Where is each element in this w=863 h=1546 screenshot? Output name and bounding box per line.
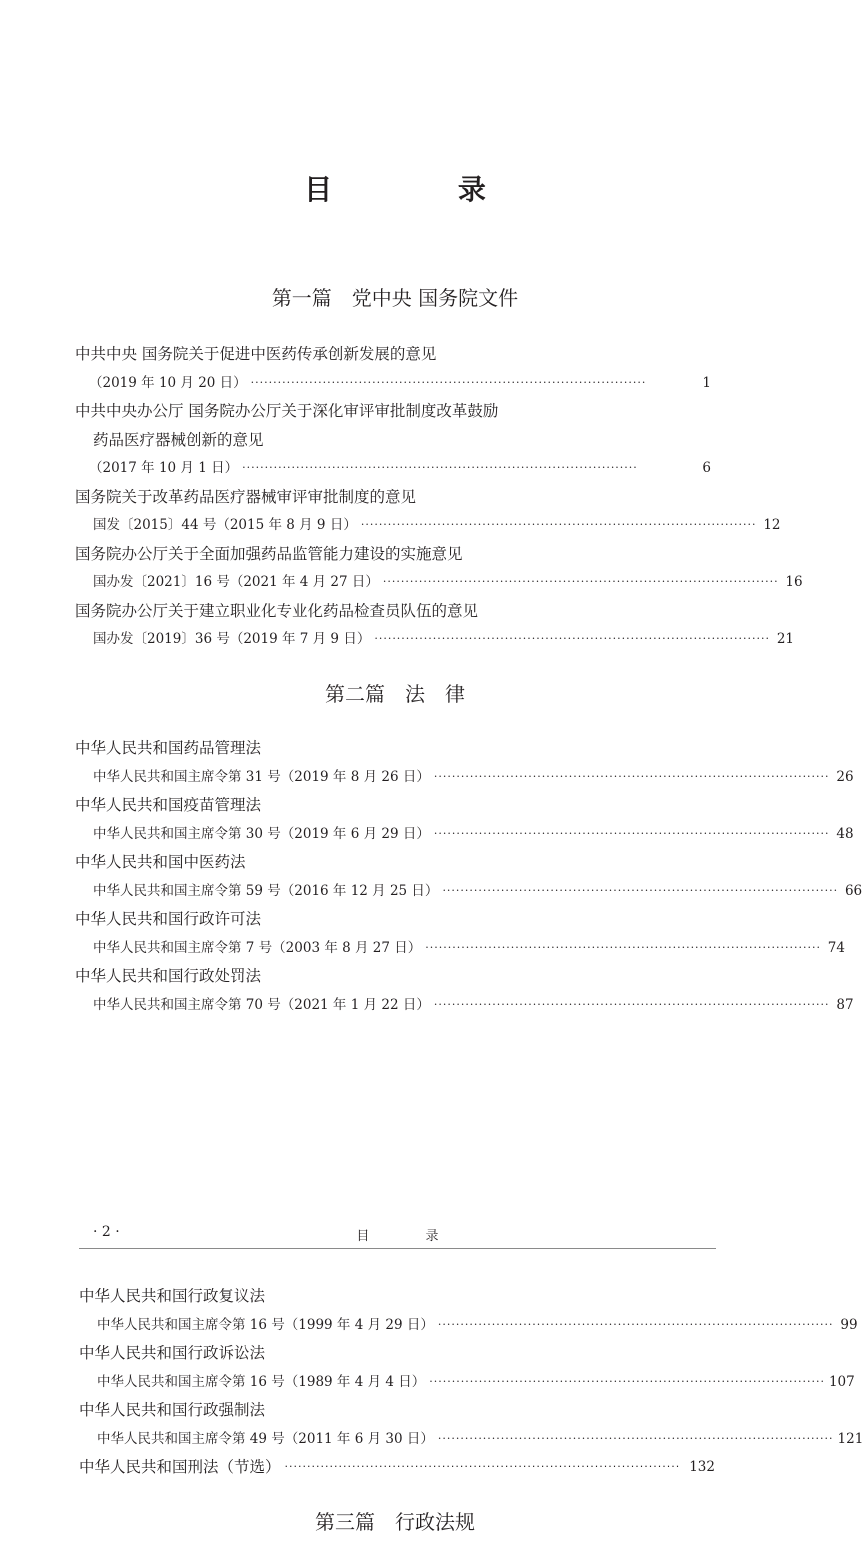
part-heading-2: 第二篇 法 律 bbox=[325, 682, 465, 706]
entry-title: 中共中央办公厅 国务院办公厅关于深化审评审批制度改革鼓励 bbox=[75, 402, 499, 420]
entry-page-number: 99 bbox=[840, 1316, 858, 1333]
toc-entry[interactable] bbox=[75, 905, 845, 962]
entry-detail: 中华人民共和国主席令第 16 号（1999 年 4 月 29 日） bbox=[97, 1316, 434, 1333]
running-header bbox=[79, 1220, 716, 1249]
leader-dots: ························································································ bbox=[429, 1374, 825, 1388]
entry-detail-row bbox=[79, 1311, 858, 1340]
leader-dots: ························································································ bbox=[374, 632, 771, 645]
toc-entry[interactable] bbox=[75, 848, 863, 905]
entry-detail: 中华人民共和国主席令第 30 号（2019 年 6 月 29 日） bbox=[93, 825, 430, 842]
entry-detail-row bbox=[75, 625, 795, 654]
entry-title: 中华人民共和国行政诉讼法 bbox=[79, 1344, 266, 1362]
toc-entry[interactable] bbox=[79, 1282, 858, 1339]
entry-page-number: 12 bbox=[763, 517, 781, 533]
entry-detail-row bbox=[75, 877, 863, 906]
entry-detail-row bbox=[79, 1425, 863, 1454]
entry-detail: 国办发〔2019〕36 号（2019 年 7 月 9 日） bbox=[93, 631, 371, 647]
entry-detail: 中华人民共和国主席令第 59 号（2016 年 12 月 25 日） bbox=[93, 882, 439, 899]
leader-dots: ························································································ bbox=[360, 518, 757, 531]
entry-title: 国务院办公厅关于建立职业化专业化药品检查员队伍的意见 bbox=[75, 601, 479, 620]
toc-entry[interactable] bbox=[75, 597, 795, 654]
leader-dots: ························································································ bbox=[433, 769, 830, 783]
entry-page-number: 48 bbox=[836, 825, 854, 842]
entry-page-number: 66 bbox=[844, 882, 863, 899]
entry-title: 中华人民共和国行政复议法 bbox=[79, 1287, 266, 1305]
entry-detail-row bbox=[75, 991, 854, 1020]
entry-detail-row bbox=[79, 1368, 855, 1397]
page-title: 目 录 bbox=[304, 173, 544, 206]
leader-dots: ························································································ bbox=[250, 375, 647, 389]
entry-page-number: 74 bbox=[827, 939, 845, 956]
entry-page-number: 1 bbox=[702, 374, 711, 391]
entry-title: 中共中央 国务院关于促进中医药传承创新发展的意见 bbox=[75, 345, 437, 363]
leader-dots: ························································································ bbox=[433, 826, 830, 840]
entry-title: 中华人民共和国药品管理法 bbox=[75, 739, 262, 757]
entry-detail: 中华人民共和国主席令第 49 号（2011 年 6 月 30 日） bbox=[97, 1430, 434, 1447]
part-heading-1: 第一篇 党中央 国务院文件 bbox=[271, 286, 519, 310]
entry-title-continued: 药品医疗器械创新的意见 bbox=[93, 430, 264, 449]
entry-detail-row bbox=[75, 820, 854, 849]
entry-title: 中华人民共和国疫苗管理法 bbox=[75, 796, 262, 814]
entry-page-number: 26 bbox=[836, 768, 854, 785]
entry-detail-row bbox=[79, 1453, 715, 1482]
entry-detail: 中华人民共和国主席令第 31 号（2019 年 8 月 26 日） bbox=[93, 768, 430, 785]
entry-detail: （2019 年 10 月 20 日） bbox=[89, 374, 247, 391]
entry-title: 国务院办公厅关于全面加强药品监管能力建设的实施意见 bbox=[75, 544, 463, 563]
entry-page-number: 6 bbox=[702, 460, 711, 476]
toc-entry[interactable] bbox=[75, 962, 854, 1019]
toc-entry[interactable] bbox=[75, 340, 711, 397]
entry-detail: 中华人民共和国主席令第 7 号（2003 年 8 月 27 日） bbox=[93, 939, 422, 956]
toc-part2 bbox=[75, 734, 863, 1019]
entry-title: 中华人民共和国行政处罚法 bbox=[75, 967, 262, 985]
entry-detail: 中华人民共和国主席令第 70 号（2021 年 1 月 22 日） bbox=[93, 996, 430, 1013]
part-heading-3: 第三篇 行政法规 bbox=[315, 1510, 475, 1534]
toc-entry[interactable] bbox=[75, 397, 711, 483]
entry-page-number: 107 bbox=[828, 1373, 855, 1390]
toc-page2 bbox=[79, 1282, 863, 1482]
leader-dots: ························································································ bbox=[242, 461, 638, 474]
leader-dots: ························································································ bbox=[382, 575, 779, 588]
entry-detail-row bbox=[75, 454, 711, 483]
leader-dots: ························································································ bbox=[442, 883, 839, 897]
entry-title: 国务院关于改革药品医疗器械审评审批制度的意见 bbox=[75, 487, 417, 506]
header-page-number: · 2 · bbox=[93, 1224, 120, 1240]
entry-title: 中华人民共和国行政许可法 bbox=[75, 910, 262, 928]
toc-entry[interactable] bbox=[79, 1339, 855, 1396]
toc-entry[interactable] bbox=[75, 483, 781, 540]
entry-title: 中华人民共和国中医药法 bbox=[75, 853, 246, 871]
entry-page-number: 132 bbox=[689, 1459, 715, 1475]
entry-detail-row bbox=[75, 511, 781, 540]
toc-entry[interactable] bbox=[75, 734, 854, 791]
leader-dots: ························································································ bbox=[433, 997, 830, 1011]
entry-detail-row bbox=[75, 568, 803, 597]
toc-part1 bbox=[75, 340, 803, 654]
leader-dots: ························································································ bbox=[425, 940, 821, 954]
entry-title: 中华人民共和国刑法（节选） bbox=[79, 1458, 281, 1476]
entry-detail-row bbox=[75, 369, 711, 398]
entry-detail: 国办发〔2021〕16 号（2021 年 4 月 27 日） bbox=[93, 574, 379, 590]
leader-dots: ························································································ bbox=[284, 1460, 681, 1473]
entry-page-number: 87 bbox=[836, 996, 854, 1013]
toc-entry[interactable] bbox=[79, 1453, 715, 1482]
entry-detail-row bbox=[75, 763, 854, 792]
entry-detail-row bbox=[75, 934, 845, 963]
toc-entry[interactable] bbox=[79, 1396, 863, 1453]
entry-page-number: 121 bbox=[837, 1430, 863, 1447]
entry-detail: （2017 年 10 月 1 日） bbox=[89, 460, 239, 476]
entry-title: 中华人民共和国行政强制法 bbox=[79, 1401, 266, 1419]
header-title: 目 录 bbox=[356, 1229, 465, 1244]
leader-dots: ························································································ bbox=[437, 1431, 834, 1445]
toc-entry[interactable] bbox=[75, 791, 854, 848]
leader-dots: ························································································ bbox=[437, 1317, 834, 1331]
entry-detail: 中华人民共和国主席令第 16 号（1989 年 4 月 4 日） bbox=[97, 1373, 426, 1390]
toc-entry[interactable] bbox=[75, 540, 803, 597]
entry-page-number: 16 bbox=[785, 574, 803, 590]
entry-detail: 国发〔2015〕44 号（2015 年 8 月 9 日） bbox=[93, 517, 357, 533]
entry-page-number: 21 bbox=[776, 631, 795, 647]
